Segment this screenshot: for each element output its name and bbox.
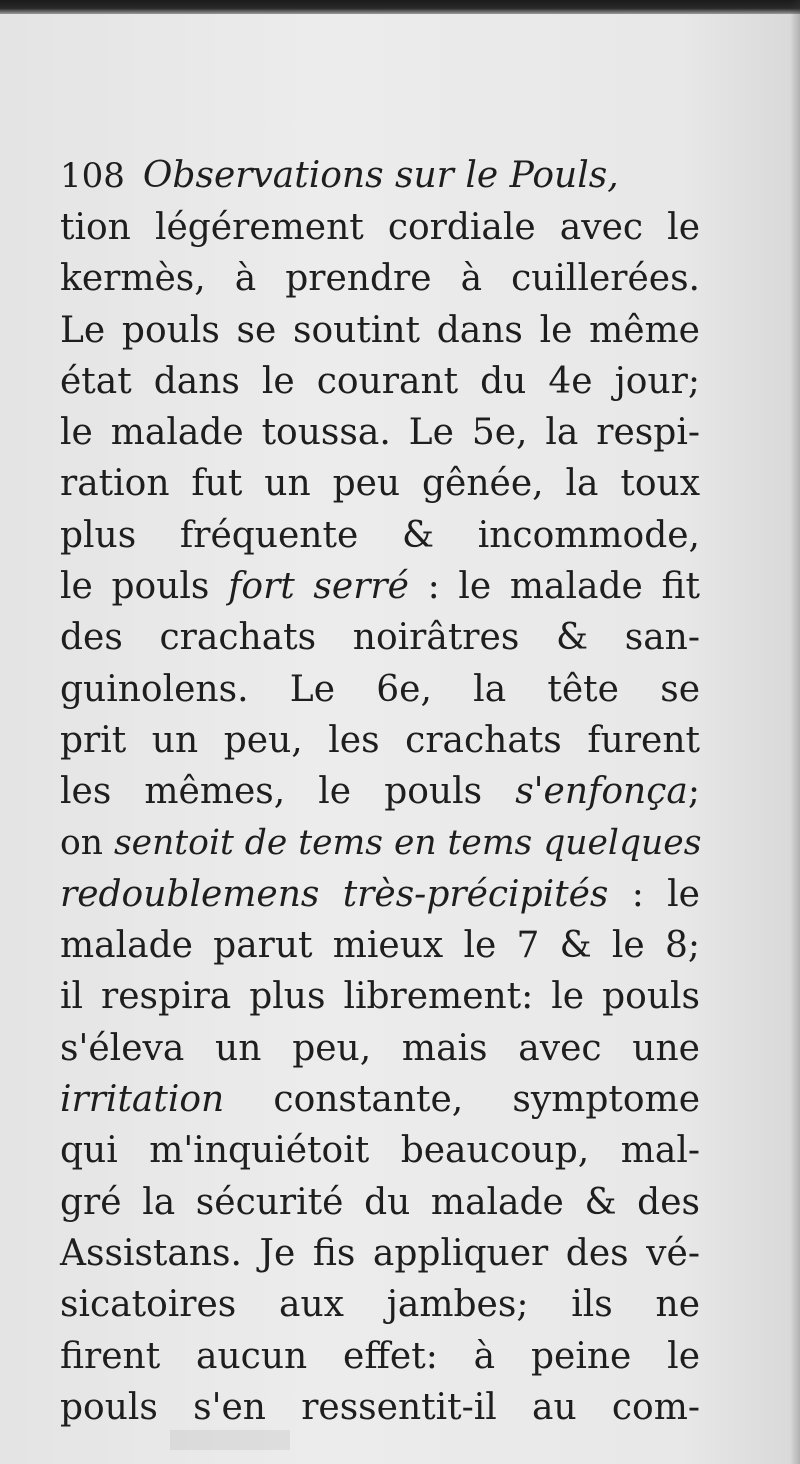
text-line-8: le pouls fort serré : le malade fit <box>60 566 700 608</box>
text-line-18: irritation constante, symptome <box>60 1079 700 1121</box>
text-line-14: redoublemens très-précipités : le <box>60 873 700 915</box>
text-line-22: sicatoires aux jambes; ils ne <box>60 1284 700 1326</box>
text-line-5: le malade toussa. Le 5e, la respi- <box>60 412 700 454</box>
page-number: 108 <box>60 156 125 196</box>
text-line-10: guinolens. Le 6e, la tête se <box>60 668 700 710</box>
italic-text: redoublemens très-précipités <box>60 873 609 915</box>
text-line-17: s'éleva un peu, mais avec une <box>60 1027 700 1069</box>
text-line-20: gré la sécurité du malade & des <box>60 1181 700 1223</box>
page-gutter-shadow <box>790 0 800 1464</box>
page-top-shadow <box>0 0 800 14</box>
italic-text: fort serré <box>228 566 409 608</box>
text-line-7: plus fréquente & incommode, <box>60 514 700 556</box>
page-text <box>60 150 700 1433</box>
text-line-21: Assistans. Je fis appliquer des vé- <box>60 1232 700 1274</box>
text-line-12: les mêmes, le pouls s'enfonça; <box>60 771 700 813</box>
text-line-19: qui m'inquiétoit beaucoup, mal- <box>60 1130 700 1172</box>
text-line-9: des crachats noirâtres & san- <box>60 617 700 659</box>
italic-text: sentoit de tems en tems quelques <box>113 822 702 863</box>
italic-text: irritation <box>60 1079 225 1121</box>
text-line-4: état dans le courant du 4e jour; <box>60 360 700 402</box>
text-line-2: kermès, à prendre à cuillerées. <box>60 258 700 300</box>
text-line-13: on sentoit de tems en tems quelques <box>60 822 702 863</box>
text-line-16: il respira plus librement: le pouls <box>60 976 700 1018</box>
text-line-1: tion légérement cordiale avec le <box>60 207 700 248</box>
text-line-24: pouls s'en ressentit-il au com- <box>60 1386 700 1428</box>
running-title: Observations sur le Pouls, <box>142 155 619 196</box>
text-line-15: malade parut mieux le 7 & le 8; <box>60 925 700 967</box>
text-line-11: prit un peu, les crachats furent <box>60 719 700 761</box>
bleed-through-mark <box>170 1430 290 1450</box>
italic-text: s'enfonça <box>515 771 688 813</box>
text-line-23: firent aucun effet: à peine le <box>60 1335 700 1377</box>
text-line-3: Le pouls se soutint dans le même <box>60 309 700 351</box>
text-line-6: ration fut un peu gênée, la toux <box>60 463 700 505</box>
running-head <box>60 150 700 202</box>
